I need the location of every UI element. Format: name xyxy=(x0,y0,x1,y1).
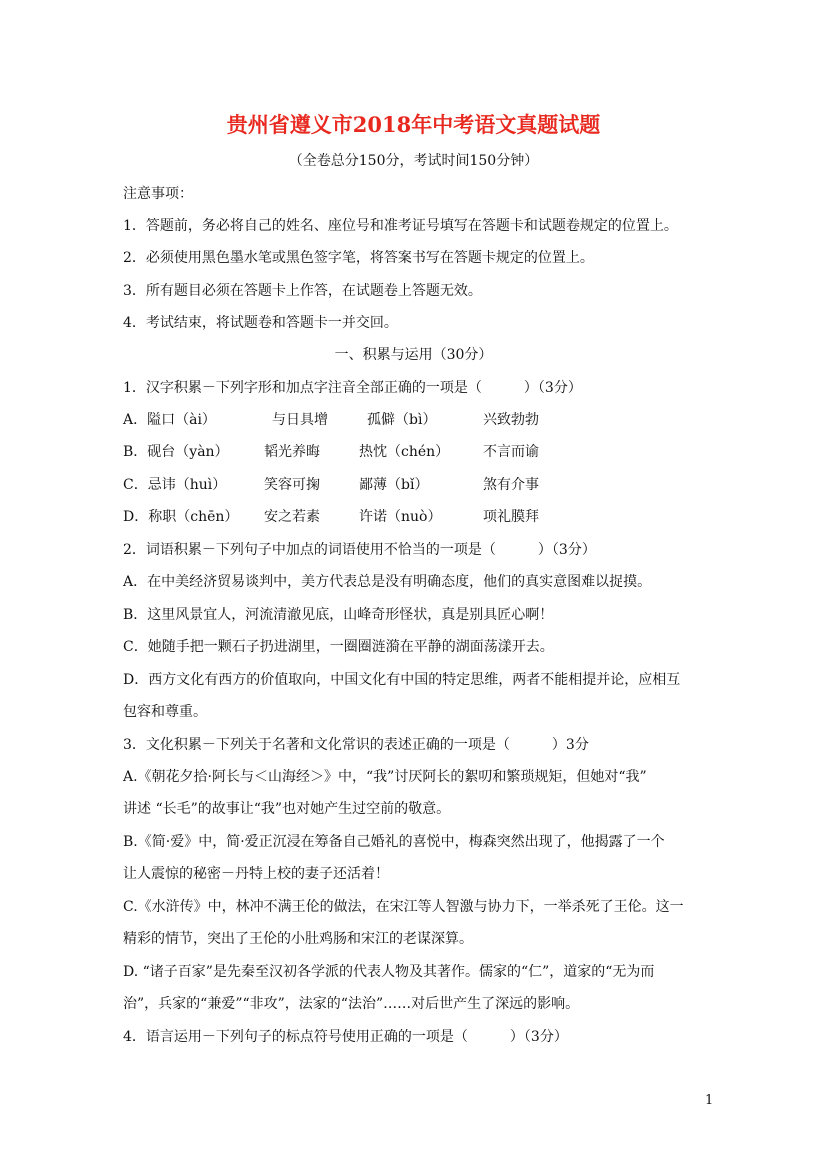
note-item: 4．考试结束，将试题卷和答题卡一并交回。 xyxy=(123,315,398,331)
question-line: C．她随手把一颗石子扔进湖里，一圈圈涟漪在平静的湖面荡漾开去。 xyxy=(123,639,554,655)
option-cell: B．砚台（yàn） xyxy=(123,444,229,460)
page-subtitle: （全卷总分150分，考试时间150分钟） xyxy=(288,153,539,169)
question-stem: 4．语言运用－下列句子的标点符号使用正确的一项是（ ）（3分） xyxy=(123,1029,568,1045)
option-cell: 孤僻（bì） xyxy=(367,412,437,428)
question-line: 精彩的情节，突出了王伦的小肚鸡肠和宋江的老谋深算。 xyxy=(123,931,473,947)
question-line: B．这里风景宜人，河流清澈见底，山峰奇形怪状，真是别具匠心啊！ xyxy=(123,607,554,623)
option-cell: 安之若素 xyxy=(264,509,320,525)
option-cell: 项礼膜拜 xyxy=(483,509,539,525)
question-line: 包容和尊重。 xyxy=(123,704,207,720)
question-stem: 1．汉字积累－下列字形和加点字注音全部正确的一项是（ ）（3分） xyxy=(123,380,582,396)
question-line: 治”，兵家的“兼爱”“非攻”，法家的“法治”……对后世产生了深远的影响。 xyxy=(123,996,580,1012)
note-item: 2．必须使用黑色墨水笔或黑色签字笔，将答案书写在答题卡规定的位置上。 xyxy=(123,250,594,266)
option-cell: 鄙薄（bǐ） xyxy=(359,477,429,493)
page-number: 1 xyxy=(705,1093,714,1108)
option-cell: 韬光养晦 xyxy=(264,444,320,460)
option-cell: D．称职（chēn） xyxy=(123,509,239,525)
option-cell: 煞有介事 xyxy=(483,477,539,493)
question-line: D．西方文化有西方的价值取向，中国文化有中国的特定思维，两者不能相提并论，应相互 xyxy=(123,672,681,688)
question-line: 讲述 “长毛”的故事让“我”也对她产生过空前的敬意。 xyxy=(123,801,451,817)
option-cell: 笑容可掬 xyxy=(264,477,320,493)
question-line: 让人震惊的秘密－丹特上校的妻子还活着！ xyxy=(123,866,389,882)
question-line: D. “诸子百家”是先秦至汉初各学派的代表人物及其著作。儒家的“仁”，道家的“无为而 xyxy=(123,964,655,980)
question-line: A.《朝花夕拾·阿长与＜山海经＞》中，“我”讨厌阿长的絮叨和繁琐规矩，但她对“我” xyxy=(123,769,647,785)
note-item: 3．所有题目必须在答题卡上作答，在试题卷上答题无效。 xyxy=(123,283,482,299)
question-stem: 3．文化积累－下列关于名著和文化常识的表述正确的一项是（ ）3分 xyxy=(123,737,589,753)
question-stem: 2．词语积累－下列句子中加点的词语使用不恰当的一项是（ ）（3分） xyxy=(123,542,596,558)
question-line: B.《简·爱》中，简·爱正沉浸在筹备自己婚礼的喜悦中，梅森突然出现了，他揭露了一个 xyxy=(123,834,665,850)
option-cell: 许诺（nuò） xyxy=(359,509,442,525)
option-cell: 与日具增 xyxy=(272,412,328,428)
page-title: 贵州省遵义市2018年中考语文真题试题 xyxy=(226,112,601,137)
option-cell: 热忱（chén） xyxy=(359,444,450,460)
question-line: C.《水浒传》中，林冲不满王伦的做法，在宋江等人智激与协力下，一举杀死了王伦。这一 xyxy=(123,899,684,915)
question-line: A．在中美经济贸易谈判中，美方代表总是没有明确态度，他们的真实意图难以捉摸。 xyxy=(123,574,652,590)
option-cell: A．隘口（ài） xyxy=(123,412,216,428)
option-cell: C．忌讳（huì） xyxy=(123,477,227,493)
section-heading: 一、积累与运用（30分） xyxy=(334,347,493,363)
option-cell: 兴致勃勃 xyxy=(483,412,539,428)
note-item: 1．答题前，务必将自己的姓名、座位号和准考证号填写在答题卡和试题卷规定的位置上。 xyxy=(123,218,678,234)
notes-heading: 注意事项： xyxy=(123,186,193,202)
option-cell: 不言而谕 xyxy=(483,444,539,460)
